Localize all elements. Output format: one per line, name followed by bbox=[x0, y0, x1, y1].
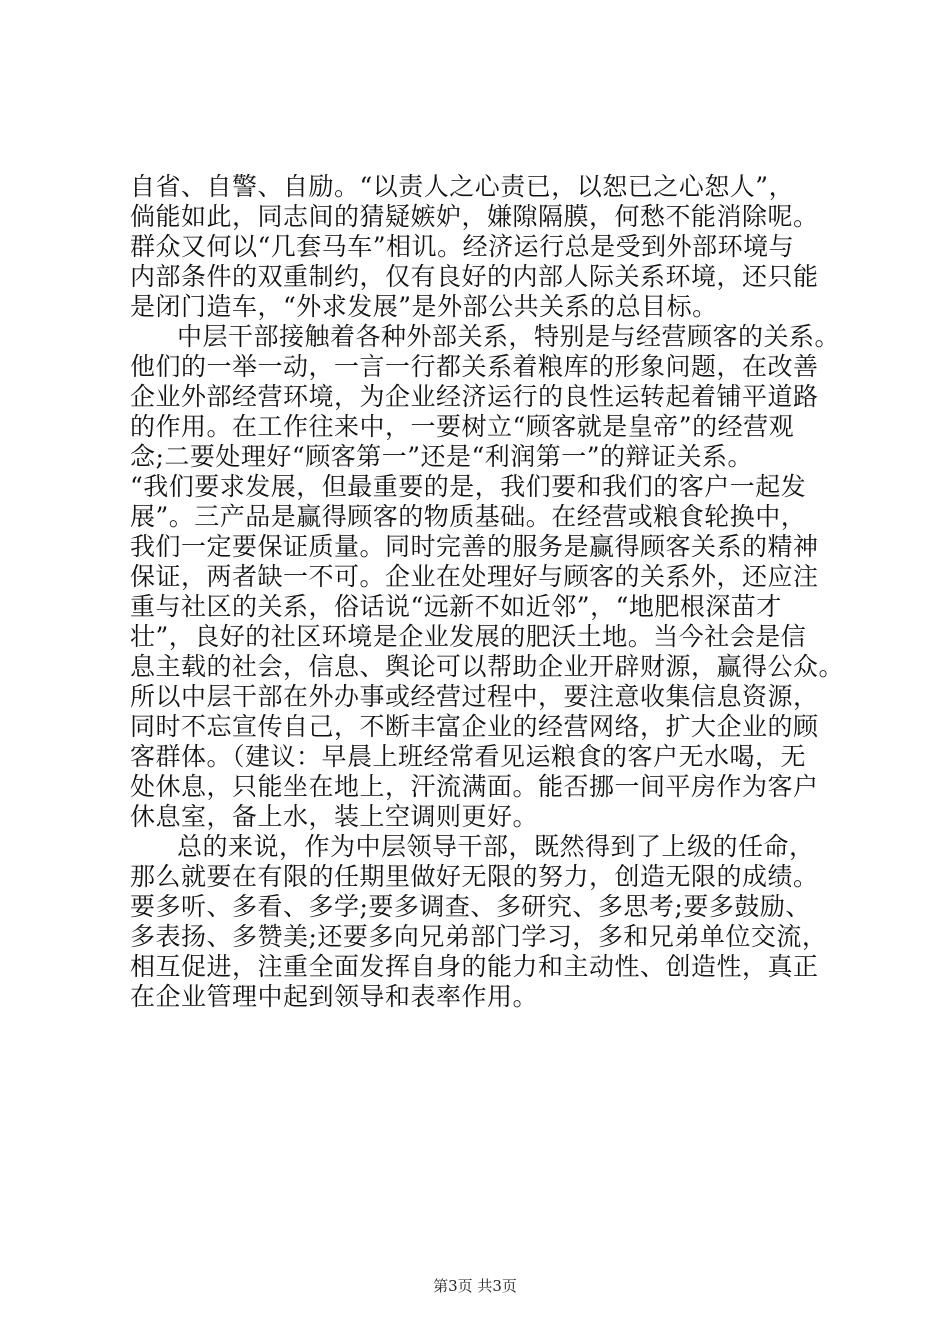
text-line: 相互促进，注重全面发挥自身的能力和主动性、创造性，真正 bbox=[130, 952, 819, 981]
text-line: 倘能如此，同志间的猜疑嫉妒，嫌隙隔膜，何愁不能消除呢。 bbox=[130, 202, 819, 231]
text-line: 重与社区的关系，俗话说“远新不如近邻”，“地肥根深苗才 bbox=[130, 592, 782, 621]
page-footer bbox=[0, 1276, 950, 1296]
text-line: 要多听、多看、多学;要多调查、多研究、多思考;要多鼓励、 bbox=[130, 892, 811, 921]
text-line: “我们要求发展，但最重要的是，我们要和我们的客户一起发 bbox=[130, 472, 807, 501]
text-line: 在企业管理中起到领导和表率作用。 bbox=[130, 982, 539, 1011]
text-line: 念;二要处理好“顾客第一”还是“利润第一”的辩证关系。 bbox=[130, 442, 754, 471]
text-line: 自省、自警、自励。“以责人之心责已，以恕已之心恕人”， bbox=[130, 172, 795, 201]
text-line: 群众又何以“几套马车”相讥。经济运行总是受到外部环境与 bbox=[130, 232, 795, 261]
text-line: 保证，两者缺一不可。企业在处理好与顾客的关系外，还应注 bbox=[130, 562, 819, 591]
text-line: 那么就要在有限的任期里做好无限的努力，创造无限的成绩。 bbox=[130, 862, 819, 891]
text-line: 所以中层干部在外办事或经营过程中，要注意收集信息资源， bbox=[130, 682, 819, 711]
text-line: 息主载的社会，信息、舆论可以帮助企业开辟财源，赢得公众。 bbox=[130, 652, 845, 681]
text-line: 我们一定要保证质量。同时完善的服务是赢得顾客关系的精神 bbox=[130, 532, 819, 561]
body-text bbox=[130, 172, 858, 1012]
text-line: 同时不忘宣传自己，不断丰富企业的经营网络，扩大企业的顾 bbox=[130, 712, 819, 741]
text-line: 客群体。（建议：早晨上班经常看见运粮食的客户无水喝，无 bbox=[130, 742, 807, 771]
text-line: 多表扬、多赞美;还要多向兄弟部门学习，多和兄弟单位交流， bbox=[130, 922, 828, 951]
text-line: 展”。三产品是赢得顾客的物质基础。在经营或粮食轮换中， bbox=[130, 502, 807, 531]
text-line: 他们的一举一动，一言一行都关系着粮库的形象问题，在改善 bbox=[130, 352, 819, 381]
text-line: 壮”，良好的社区环境是企业发展的肥沃土地。当今社会是信 bbox=[130, 622, 807, 651]
text-line: 内部条件的双重制约，仅有良好的内部人际关系环境，还只能 bbox=[130, 262, 819, 291]
text-line: 企业外部经营环境，为企业经济运行的良性运转起着铺平道路 bbox=[130, 382, 819, 411]
text-line: 是闭门造车，“外求发展”是外部公共关系的总目标。 bbox=[130, 292, 718, 321]
text-line: 休息室，备上水，装上空调则更好。 bbox=[130, 802, 539, 831]
paragraph-first-line: 总的来说，作为中层领导干部，既然得到了上级的任命， bbox=[177, 832, 815, 861]
page-number-label: 第3页 共3页 bbox=[433, 1277, 517, 1295]
paragraph-first-line: 中层干部接触着各种外部关系，特别是与经营顾客的关系。 bbox=[177, 322, 841, 351]
text-line: 的作用。在工作往来中，一要树立“顾客就是皇帝”的经营观 bbox=[130, 412, 795, 441]
text-line: 处休息，只能坐在地上，汗流满面。能否挪一间平房作为客户 bbox=[130, 772, 819, 801]
